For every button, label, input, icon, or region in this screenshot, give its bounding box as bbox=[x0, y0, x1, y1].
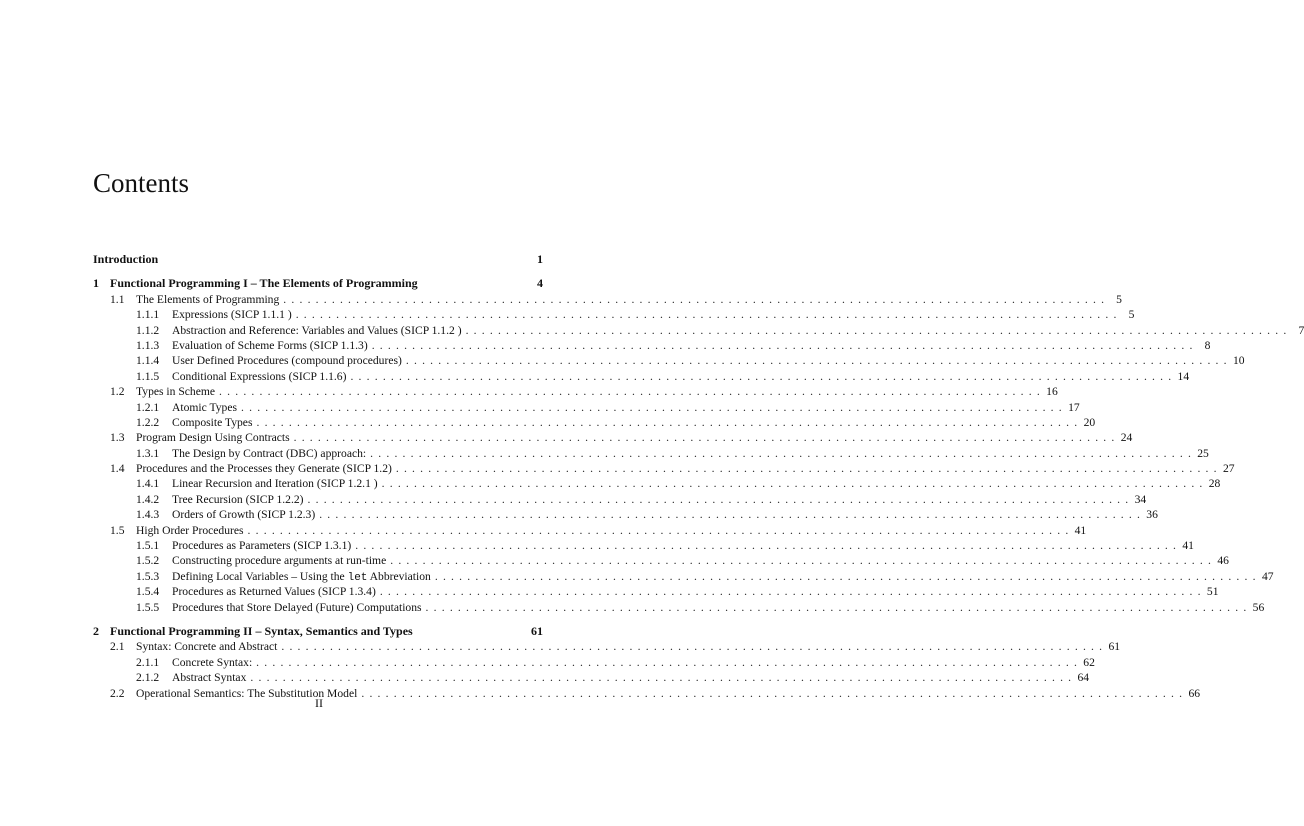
toc-leader-dots bbox=[380, 584, 1203, 599]
toc-page-number: 17 bbox=[1068, 400, 1080, 414]
toc-number: 2.1.1 bbox=[136, 655, 160, 669]
toc-number: 1.1.5 bbox=[136, 369, 160, 383]
toc-entry-text: Tree Recursion (SICP 1.2.2) bbox=[172, 492, 304, 506]
toc-number: 1.5.1 bbox=[136, 539, 160, 553]
toc-entry-text: Procedures that Store Delayed (Future) Computations bbox=[172, 600, 422, 614]
toc-chapter-2[interactable] bbox=[93, 624, 543, 639]
toc-leader-dots bbox=[219, 384, 1042, 399]
toc-page-number: 46 bbox=[1217, 554, 1229, 568]
toc-leader-dots bbox=[294, 430, 1117, 445]
toc-number: 1.2 bbox=[110, 385, 125, 399]
toc-subsection-1-5-5[interactable] bbox=[93, 600, 1265, 615]
toc-subsection-1-2-2[interactable] bbox=[93, 415, 1096, 430]
toc-entry-text: Types in Scheme bbox=[136, 385, 216, 399]
toc-page-number: 61 bbox=[1108, 640, 1121, 654]
toc-subsection-1-1-3[interactable] bbox=[93, 338, 1211, 353]
toc-entry-text: Composite Types bbox=[172, 415, 253, 429]
toc-section-1-5[interactable] bbox=[93, 523, 1087, 538]
toc-entry-text: Functional Programming I – The Elements of Programming bbox=[110, 276, 418, 291]
toc-number: 1.4.2 bbox=[136, 492, 160, 506]
toc-page-number: 5 bbox=[1116, 292, 1122, 306]
toc-entry-text: Functional Programming II – Syntax, Semantics and Types bbox=[110, 623, 413, 638]
toc-section-1-4[interactable] bbox=[93, 461, 1235, 476]
toc-leader-dots bbox=[355, 538, 1178, 553]
toc-leader-dots bbox=[390, 553, 1213, 568]
toc-entry-text: The Design by Contract (DBC) approach: bbox=[172, 446, 367, 460]
toc-number: 1.5.2 bbox=[136, 554, 160, 568]
page-title: Contents bbox=[93, 168, 190, 198]
toc-number: 1.1.3 bbox=[136, 338, 160, 352]
toc-subsection-1-1-4[interactable] bbox=[93, 353, 1245, 368]
toc-number: 1.2.2 bbox=[136, 415, 160, 429]
code-keyword: let bbox=[347, 571, 368, 584]
toc-page-number: 47 bbox=[1261, 569, 1274, 583]
toc-subsection-1-3-1[interactable] bbox=[93, 446, 1209, 461]
toc-page-number: 7 bbox=[1298, 323, 1304, 337]
toc-entry-text: Evaluation of Scheme Forms (SICP 1.1.3) bbox=[172, 338, 368, 352]
toc-entry-text: Orders of Growth (SICP 1.2.3) bbox=[172, 508, 316, 522]
toc-number: 1.3.1 bbox=[136, 446, 160, 460]
page-number-footer: II bbox=[315, 696, 323, 710]
toc-page-number: 8 bbox=[1204, 338, 1211, 352]
toc-page-number: 36 bbox=[1146, 508, 1158, 522]
toc-leader-dots bbox=[281, 639, 1104, 654]
toc-page-number: 61 bbox=[531, 623, 543, 638]
toc-entry-text: Syntax: Concrete and Abstract bbox=[136, 640, 278, 654]
toc-entry-introduction[interactable] bbox=[93, 252, 543, 267]
toc-page-number: 25 bbox=[1197, 446, 1209, 460]
toc-page-number: 64 bbox=[1077, 671, 1090, 685]
toc-entry-text: Program Design Using Contracts bbox=[136, 431, 290, 445]
toc-leader-dots bbox=[466, 323, 1289, 338]
toc-subsection-1-2-1[interactable] bbox=[93, 400, 1080, 415]
toc-number: 1.5.5 bbox=[136, 600, 160, 614]
toc-entry-text: Procedures and the Processes they Generate (SICP 1.2) bbox=[136, 462, 392, 476]
toc-leader-dots bbox=[370, 446, 1193, 461]
toc-page-number: 10 bbox=[1232, 354, 1245, 368]
toc-number: 2.2 bbox=[110, 686, 125, 700]
toc-section-2-1[interactable] bbox=[93, 639, 1121, 654]
toc-number: 1.1.2 bbox=[136, 323, 160, 337]
toc-leader-dots bbox=[308, 492, 1131, 507]
toc-leader-dots bbox=[296, 307, 1119, 322]
toc-subsection-1-4-3[interactable] bbox=[93, 507, 1158, 522]
toc-page-number: 4 bbox=[537, 276, 543, 291]
toc-page-number: 1 bbox=[537, 252, 543, 266]
toc-section-1-2[interactable] bbox=[93, 384, 1058, 399]
table-of-contents bbox=[93, 252, 1304, 701]
toc-entry-text: Introduction bbox=[93, 252, 159, 266]
toc-page-number: 5 bbox=[1128, 308, 1135, 322]
toc-page-number: 14 bbox=[1177, 369, 1190, 383]
toc-number: 1.4 bbox=[110, 462, 125, 476]
toc-entry-text: Procedures as Parameters (SICP 1.3.1) bbox=[172, 539, 352, 553]
toc-subsection-1-1-5[interactable] bbox=[93, 369, 1190, 384]
toc-entry-text: Atomic Types bbox=[172, 400, 237, 414]
toc-page-number: 51 bbox=[1206, 585, 1219, 599]
toc-number: 2.1 bbox=[110, 640, 125, 654]
toc-number: 1.1 bbox=[110, 292, 125, 306]
toc-leader-dots bbox=[382, 476, 1205, 491]
toc-subsection-1-4-1[interactable] bbox=[93, 476, 1221, 491]
toc-page-number: 66 bbox=[1188, 686, 1201, 700]
toc-text-part: Defining Local Variables – Using the bbox=[172, 569, 348, 583]
toc-number: 1.5.4 bbox=[136, 585, 160, 599]
toc-page-number: 62 bbox=[1083, 655, 1095, 669]
toc-leader-dots bbox=[406, 353, 1229, 368]
toc-entry-text: The Elements of Programming bbox=[136, 292, 280, 306]
toc-leader-dots bbox=[435, 569, 1258, 584]
toc-entry-text: High Order Procedures bbox=[136, 523, 244, 537]
toc-leader-dots bbox=[396, 461, 1219, 476]
toc-entry-text: Conditional Expressions (SICP 1.1.6) bbox=[172, 369, 347, 383]
toc-entry-text: Procedures as Returned Values (SICP 1.3.4) bbox=[172, 585, 376, 599]
toc-subsection-1-4-2[interactable] bbox=[93, 492, 1147, 507]
toc-subsection-1-5-3[interactable] bbox=[93, 569, 1274, 584]
toc-entry-text: Expressions (SICP 1.1.1 ) bbox=[172, 308, 292, 322]
toc-entry-text: Constructing procedure arguments at run-time bbox=[172, 554, 387, 568]
toc-text-part: Abbreviation bbox=[367, 569, 431, 583]
toc-number: 1.1.4 bbox=[136, 354, 160, 368]
toc-page-number: 41 bbox=[1074, 523, 1087, 537]
toc-entry-text: Operational Semantics: The Substitution Model bbox=[136, 686, 358, 700]
toc-subsection-1-5-2[interactable] bbox=[93, 553, 1229, 568]
toc-number: 1.1.1 bbox=[136, 308, 160, 322]
toc-leader-dots bbox=[248, 523, 1071, 538]
toc-page-number: 28 bbox=[1208, 477, 1221, 491]
toc-leader-dots bbox=[319, 507, 1142, 522]
toc-entry-text: Abstraction and Reference: Variables and Values (SICP 1.1.2 ) bbox=[172, 323, 462, 337]
toc-subsection-2-1-2[interactable] bbox=[93, 670, 1090, 685]
toc-section-1-1[interactable] bbox=[93, 292, 1122, 307]
toc-number: 1.3 bbox=[110, 431, 125, 445]
toc-subsection-2-1-1[interactable] bbox=[93, 655, 1095, 670]
toc-page-number: 20 bbox=[1083, 415, 1096, 429]
toc-leader-dots bbox=[256, 655, 1079, 670]
toc-page-number: 41 bbox=[1182, 539, 1194, 553]
toc-entry-text: Concrete Syntax: bbox=[172, 655, 253, 669]
toc-section-1-3[interactable] bbox=[93, 430, 1133, 445]
toc-subsection-1-1-1[interactable] bbox=[93, 307, 1135, 322]
toc-entry-text: Linear Recursion and Iteration (SICP 1.2.1 ) bbox=[172, 477, 378, 491]
toc-page-number: 27 bbox=[1222, 462, 1235, 476]
toc-number: 1 bbox=[93, 276, 99, 291]
toc-subsection-1-5-1[interactable] bbox=[93, 538, 1194, 553]
toc-leader-dots bbox=[426, 600, 1249, 615]
toc-chapter-1[interactable] bbox=[93, 276, 543, 291]
toc-leader-dots bbox=[350, 369, 1173, 384]
toc-leader-dots bbox=[372, 338, 1195, 353]
toc-subsection-1-5-4[interactable] bbox=[93, 584, 1219, 599]
toc-page-number: 34 bbox=[1134, 492, 1147, 506]
toc-number: 2.1.2 bbox=[136, 671, 160, 685]
toc-number: 2 bbox=[93, 623, 99, 638]
toc-number: 1.4.3 bbox=[136, 508, 160, 522]
toc-subsection-1-1-2[interactable] bbox=[93, 323, 1304, 338]
toc-page-number: 16 bbox=[1046, 385, 1058, 399]
toc-number: 1.4.1 bbox=[136, 477, 160, 491]
toc-page-number: 56 bbox=[1252, 600, 1265, 614]
toc-entry-text: User Defined Procedures (compound procedures) bbox=[172, 354, 402, 368]
toc-leader-dots bbox=[256, 415, 1079, 430]
toc-leader-dots bbox=[241, 400, 1064, 415]
toc-leader-dots bbox=[250, 670, 1073, 685]
toc-page-number: 24 bbox=[1120, 431, 1133, 445]
toc-number: 1.5.3 bbox=[136, 569, 160, 583]
toc-entry-text: Abstract Syntax bbox=[172, 671, 247, 685]
toc-number: 1.2.1 bbox=[136, 400, 160, 414]
toc-number: 1.5 bbox=[110, 523, 125, 537]
toc-leader-dots bbox=[283, 292, 1106, 307]
